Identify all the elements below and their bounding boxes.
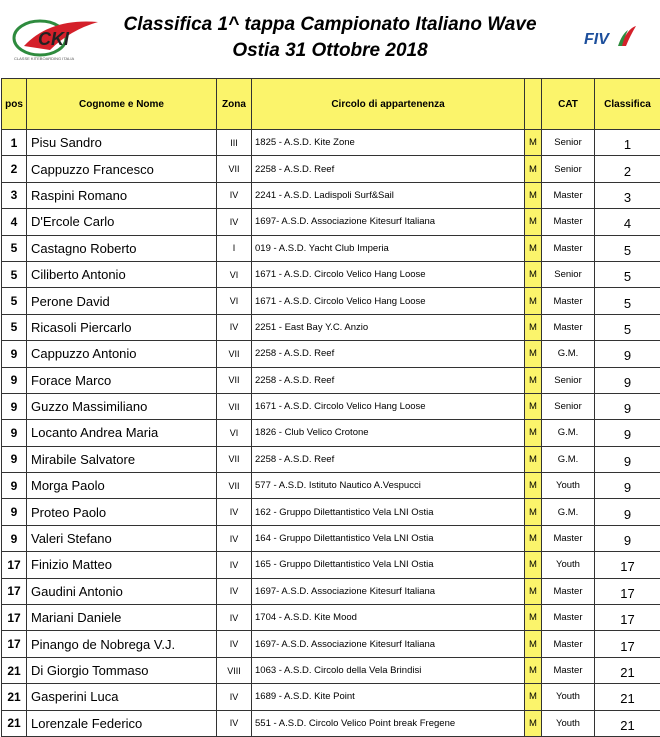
row-zona: IV [217,209,252,235]
row-zona: VIII [217,657,252,683]
row-circolo: 2258 - A.S.D. Reef [252,367,525,393]
document-header [0,0,660,78]
row-pos: 2 [2,156,27,182]
row-circolo: 019 - A.S.D. Yacht Club Imperia [252,235,525,261]
row-classifica: 17 [595,605,660,631]
row-sex: M [525,367,542,393]
row-cat: Master [542,182,595,208]
table-row [2,710,660,736]
row-cat: Master [542,525,595,551]
row-classifica: 5 [595,235,660,261]
row-cat: Senior [542,130,595,156]
row-name: Ciliberto Antonio [27,261,217,287]
row-sex: M [525,552,542,578]
row-zona: VII [217,446,252,472]
row-cat: Senior [542,156,595,182]
row-sex: M [525,209,542,235]
row-cat: Master [542,578,595,604]
row-cat: Youth [542,684,595,710]
row-classifica: 9 [595,499,660,525]
row-zona: VII [217,341,252,367]
row-sex: M [525,341,542,367]
row-classifica: 4 [595,209,660,235]
cki-logo [10,16,102,62]
row-sex: M [525,130,542,156]
table-row [2,367,660,393]
row-zona: IV [217,710,252,736]
row-sex: M [525,473,542,499]
row-cat: Youth [542,473,595,499]
row-pos: 9 [2,446,27,472]
row-zona: VII [217,393,252,419]
row-circolo: 1671 - A.S.D. Circolo Velico Hang Loose [252,261,525,287]
table-row [2,657,660,683]
row-name: Di Giorgio Tommaso [27,657,217,683]
row-sex: M [525,288,542,314]
row-pos: 9 [2,473,27,499]
row-name: Mariani Daniele [27,605,217,631]
table-row [2,393,660,419]
row-circolo: 1063 - A.S.D. Circolo della Vela Brindisi [252,657,525,683]
row-name: Mirabile Salvatore [27,446,217,472]
row-pos: 5 [2,261,27,287]
row-name: D'Ercole Carlo [27,209,217,235]
row-classifica: 5 [595,288,660,314]
svg-text:CKI: CKI [38,29,70,49]
table-header-row [2,79,660,130]
row-pos: 9 [2,341,27,367]
table-row [2,235,660,261]
col-header-circolo: Circolo di appartenenza [252,79,525,130]
row-pos: 9 [2,367,27,393]
row-classifica: 1 [595,130,660,156]
row-sex: M [525,314,542,340]
row-classifica: 17 [595,552,660,578]
row-sex: M [525,261,542,287]
row-circolo: 2258 - A.S.D. Reef [252,341,525,367]
table-row [2,209,660,235]
row-zona: IV [217,182,252,208]
row-name: Gaudini Antonio [27,578,217,604]
row-pos: 17 [2,605,27,631]
table-row [2,578,660,604]
row-classifica: 9 [595,420,660,446]
row-cat: G.M. [542,420,595,446]
row-name: Pinango de Nobrega V.J. [27,631,217,657]
row-classifica: 17 [595,578,660,604]
row-cat: Senior [542,393,595,419]
row-circolo: 1689 - A.S.D. Kite Point [252,684,525,710]
row-zona: I [217,235,252,261]
row-cat: G.M. [542,341,595,367]
row-sex: M [525,631,542,657]
row-name: Pisu Sandro [27,130,217,156]
col-header-cat: CAT [542,79,595,130]
row-classifica: 21 [595,657,660,683]
row-name: Finizio Matteo [27,552,217,578]
row-classifica: 9 [595,367,660,393]
row-cat: Master [542,209,595,235]
row-zona: IV [217,499,252,525]
row-classifica: 2 [595,156,660,182]
col-header-zona: Zona [217,79,252,130]
row-circolo: 1704 - A.S.D. Kite Mood [252,605,525,631]
row-sex: M [525,684,542,710]
table-row [2,631,660,657]
table-row [2,446,660,472]
col-header-pos: pos [2,79,27,130]
row-classifica: 9 [595,446,660,472]
row-name: Gasperini Luca [27,684,217,710]
row-pos: 9 [2,499,27,525]
row-pos: 9 [2,420,27,446]
row-name: Forace Marco [27,367,217,393]
row-circolo: 1697- A.S.D. Associazione Kitesurf Italiana [252,578,525,604]
table-row [2,261,660,287]
row-pos: 21 [2,710,27,736]
row-pos: 5 [2,288,27,314]
svg-text:FIV: FIV [584,31,610,48]
row-cat: Master [542,605,595,631]
row-zona: IV [217,631,252,657]
row-pos: 3 [2,182,27,208]
table-row [2,684,660,710]
row-classifica: 17 [595,631,660,657]
col-header-sex [525,79,542,130]
row-circolo: 1697- A.S.D. Associazione Kitesurf Italiana [252,631,525,657]
row-circolo: 1697- A.S.D. Associazione Kitesurf Italiana [252,209,525,235]
svg-text:CLASSE KITEBOARDING ITALIA: CLASSE KITEBOARDING ITALIA [14,56,74,61]
col-header-classifica: Classifica [595,79,660,130]
row-cat: Master [542,657,595,683]
col-header-name: Cognome e Nome [27,79,217,130]
row-zona: VI [217,261,252,287]
row-cat: Senior [542,367,595,393]
table-row [2,130,660,156]
table-row [2,420,660,446]
table-row [2,605,660,631]
table-row [2,473,660,499]
row-cat: Master [542,631,595,657]
row-name: Cappuzzo Francesco [27,156,217,182]
row-sex: M [525,657,542,683]
row-classifica: 9 [595,341,660,367]
table-row [2,156,660,182]
row-pos: 1 [2,130,27,156]
row-classifica: 21 [595,684,660,710]
table-row [2,525,660,551]
row-classifica: 3 [595,182,660,208]
row-cat: Master [542,288,595,314]
row-name: Cappuzzo Antonio [27,341,217,367]
row-zona: VII [217,367,252,393]
row-name: Lorenzale Federico [27,710,217,736]
row-circolo: 165 - Gruppo Dilettantistico Vela LNI Ostia [252,552,525,578]
row-sex: M [525,446,542,472]
row-circolo: 2258 - A.S.D. Reef [252,446,525,472]
table-row [2,552,660,578]
row-cat: Youth [542,710,595,736]
row-cat: G.M. [542,499,595,525]
row-circolo: 551 - A.S.D. Circolo Velico Point break Fregene [252,710,525,736]
row-zona: VI [217,288,252,314]
table-row [2,341,660,367]
row-name: Proteo Paolo [27,499,217,525]
row-zona: III [217,130,252,156]
page-subtitle: Ostia 31 Ottobre 2018 [110,40,550,62]
row-sex: M [525,393,542,419]
row-cat: G.M. [542,446,595,472]
row-sex: M [525,605,542,631]
row-pos: 5 [2,314,27,340]
row-name: Valeri Stefano [27,525,217,551]
row-name: Raspini Romano [27,182,217,208]
row-circolo: 162 - Gruppo Dilettantistico Vela LNI Ostia [252,499,525,525]
row-classifica: 9 [595,473,660,499]
row-circolo: 2258 - A.S.D. Reef [252,156,525,182]
row-circolo: 577 - A.S.D. Istituto Nautico A.Vespucci [252,473,525,499]
row-circolo: 1671 - A.S.D. Circolo Velico Hang Loose [252,393,525,419]
results-table [1,78,660,737]
table-row [2,499,660,525]
row-zona: VII [217,156,252,182]
row-pos: 17 [2,578,27,604]
row-zona: IV [217,314,252,340]
row-zona: IV [217,684,252,710]
row-pos: 9 [2,525,27,551]
row-name: Ricasoli Piercarlo [27,314,217,340]
row-zona: IV [217,578,252,604]
row-pos: 21 [2,657,27,683]
row-sex: M [525,499,542,525]
row-name: Perone David [27,288,217,314]
row-classifica: 9 [595,393,660,419]
row-zona: VI [217,420,252,446]
row-zona: IV [217,552,252,578]
row-pos: 9 [2,393,27,419]
row-classifica: 21 [595,710,660,736]
table-row [2,288,660,314]
row-cat: Master [542,235,595,261]
row-cat: Youth [542,552,595,578]
row-circolo: 1671 - A.S.D. Circolo Velico Hang Loose [252,288,525,314]
row-sex: M [525,420,542,446]
row-sex: M [525,525,542,551]
row-sex: M [525,235,542,261]
row-zona: IV [217,525,252,551]
row-circolo: 2251 - East Bay Y.C. Anzio [252,314,525,340]
row-sex: M [525,710,542,736]
row-cat: Senior [542,261,595,287]
row-classifica: 5 [595,261,660,287]
row-pos: 4 [2,209,27,235]
row-circolo: 1825 - A.S.D. Kite Zone [252,130,525,156]
row-name: Castagno Roberto [27,235,217,261]
row-name: Morga Paolo [27,473,217,499]
row-pos: 5 [2,235,27,261]
row-zona: IV [217,605,252,631]
page-title: Classifica 1^ tappa Campionato Italiano Wave [110,14,550,36]
row-classifica: 9 [595,525,660,551]
row-pos: 17 [2,631,27,657]
row-circolo: 2241 - A.S.D. Ladispoli Surf&Sail [252,182,525,208]
row-circolo: 1826 - Club Velico Crotone [252,420,525,446]
row-pos: 21 [2,684,27,710]
row-cat: Master [542,314,595,340]
row-sex: M [525,182,542,208]
fiv-logo [582,24,638,50]
row-name: Locanto Andrea Maria [27,420,217,446]
row-pos: 17 [2,552,27,578]
row-zona: VII [217,473,252,499]
row-classifica: 5 [595,314,660,340]
table-row [2,182,660,208]
row-sex: M [525,578,542,604]
row-name: Guzzo Massimiliano [27,393,217,419]
row-circolo: 164 - Gruppo Dilettantistico Vela LNI Ostia [252,525,525,551]
row-sex: M [525,156,542,182]
table-row [2,314,660,340]
